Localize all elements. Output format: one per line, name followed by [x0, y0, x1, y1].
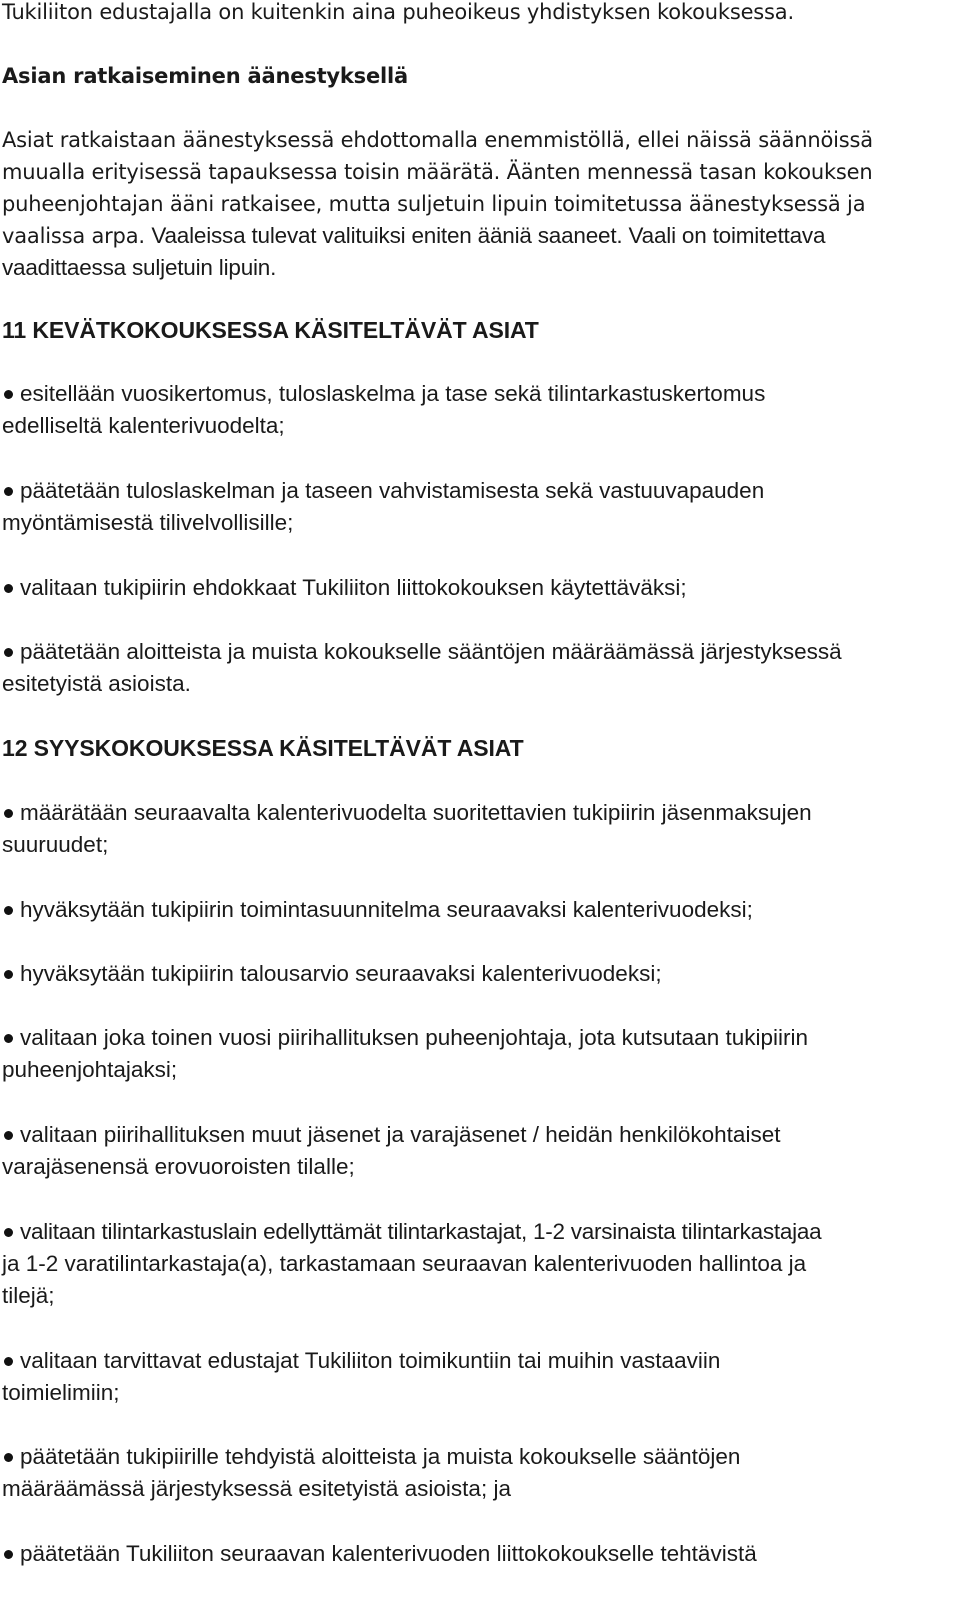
list-item-text: valitaan tarvittavat edustajat Tukiliiton toimikuntiin tai muihin vastaaviin — [20, 1348, 721, 1373]
voting-line: vaalissa arpa. Vaaleissa tulevat valituiksi eniten ääniä saaneet. Vaali on toimitettava — [2, 223, 826, 248]
list-item-text: hyväksytään tukipiirin talousarvio seuraavaksi kalenterivuodeksi; — [20, 961, 662, 986]
bullet-icon — [4, 970, 13, 979]
list-item-text: esitellään vuosikertomus, tuloslaskelma ja tase sekä tilintarkastuskertomus — [20, 381, 766, 406]
bullet-icon — [4, 1228, 13, 1237]
section-12-list-item — [2, 958, 954, 990]
section-12-list-item — [2, 797, 954, 861]
section-12-list-item — [2, 1441, 954, 1505]
bullet-icon — [4, 1453, 13, 1462]
bullet-icon — [4, 390, 13, 399]
section-12-list-item — [2, 1345, 954, 1409]
list-item-text: esitetyistä asioista. — [2, 671, 191, 696]
section-11-list-item — [2, 572, 954, 604]
bullet-icon — [4, 1550, 13, 1559]
list-item-text: toimielimiin; — [2, 1380, 120, 1405]
bullet-icon — [4, 1357, 13, 1366]
bullet-icon — [4, 1034, 13, 1043]
bullet-icon — [4, 584, 13, 593]
section-11-list-item — [2, 636, 954, 700]
list-item-text: päätetään aloitteista ja muista kokoukselle sääntöjen määräämässä järjestyksessä — [20, 639, 842, 664]
list-item-text: valitaan piirihallituksen muut jäsenet ja varajäsenet / heidän henkilökohtaiset — [20, 1122, 781, 1147]
voting-line: muualla erityisessä tapauksessa toisin määrätä. Äänten mennessä tasan kokouksen — [2, 160, 873, 184]
bullet-icon — [4, 906, 13, 915]
list-item-text: valitaan joka toinen vuosi piirihallituksen puheenjohtaja, jota kutsutaan tukipiirin — [20, 1025, 808, 1050]
voting-line: Asiat ratkaistaan äänestyksessä ehdottomalla enemmistöllä, ellei näissä säännöissä — [2, 128, 873, 152]
bullet-icon — [4, 648, 13, 657]
list-item-text: määräämässä järjestyksessä esitetyistä asioista; ja — [2, 1476, 511, 1501]
list-item-text: ja 1-2 varatilintarkastaja(a), tarkastamaan seuraavan kalenterivuoden hallintoa ja — [2, 1251, 807, 1276]
list-item-text: myöntämisestä tilivelvollisille; — [2, 510, 294, 535]
section-11-list-item — [2, 475, 954, 539]
intro-paragraph — [2, 0, 954, 28]
section-11-heading: 11 KEVÄTKOKOUKSESSA KÄSITELTÄVÄT ASIAT — [2, 317, 539, 343]
section-12-list-item — [2, 894, 954, 926]
voting-heading: Asian ratkaiseminen äänestyksellä — [2, 64, 408, 88]
section-11-list-item — [2, 378, 954, 442]
section-12-heading: 12 SYYSKOKOUKSESSA KÄSITELTÄVÄT ASIAT — [2, 735, 524, 761]
list-item-text: valitaan tukipiirin ehdokkaat Tukiliiton liittokokouksen käytettäväksi; — [20, 575, 687, 600]
list-item-text: päätetään tuloslaskelman ja taseen vahvistamisesta sekä vastuuvapauden — [20, 478, 765, 503]
section-12-list-item — [2, 1119, 954, 1183]
list-item-text: tilejä; — [2, 1283, 55, 1308]
section-12-list-item — [2, 1022, 954, 1086]
bullet-icon — [4, 1131, 13, 1140]
list-item-text: edelliseltä kalenterivuodelta; — [2, 413, 285, 438]
bullet-icon — [4, 809, 13, 818]
voting-line: vaadittaessa suljetuin lipuin. — [2, 255, 277, 280]
list-item-text: määrätään seuraavalta kalenterivuodelta suoritettavien tukipiirin jäsenmaksujen — [20, 800, 812, 825]
list-item-text: puheenjohtajaksi; — [2, 1057, 178, 1082]
section-12-list-item — [2, 1216, 954, 1312]
voting-line: puheenjohtajan ääni ratkaisee, mutta suljetuin lipuin toimitetussa äänestyksessä ja — [2, 192, 866, 216]
list-item-text: päätetään Tukiliiton seuraavan kalenterivuoden liittokokoukselle tehtävistä — [20, 1541, 757, 1566]
list-item-text: suuruudet; — [2, 832, 109, 857]
list-item-text: valitaan tilintarkastuslain edellyttämät tilintarkastajat, 1-2 varsinaista tilintarkastajaa — [20, 1219, 822, 1244]
list-item-text: hyväksytään tukipiirin toimintasuunnitelma seuraavaksi kalenterivuodeksi; — [20, 897, 753, 922]
voting-paragraph — [2, 124, 954, 284]
list-item-text: päätetään tukipiirille tehdyistä aloitteista ja muista kokoukselle sääntöjen — [20, 1444, 741, 1469]
section-12-list-item — [2, 1538, 954, 1570]
bullet-icon — [4, 487, 13, 496]
intro-line: Tukiliiton edustajalla on kuitenkin aina puheoikeus yhdistyksen kokouksessa. — [2, 0, 794, 24]
list-item-text: varajäsenensä erovuoroisten tilalle; — [2, 1154, 355, 1179]
